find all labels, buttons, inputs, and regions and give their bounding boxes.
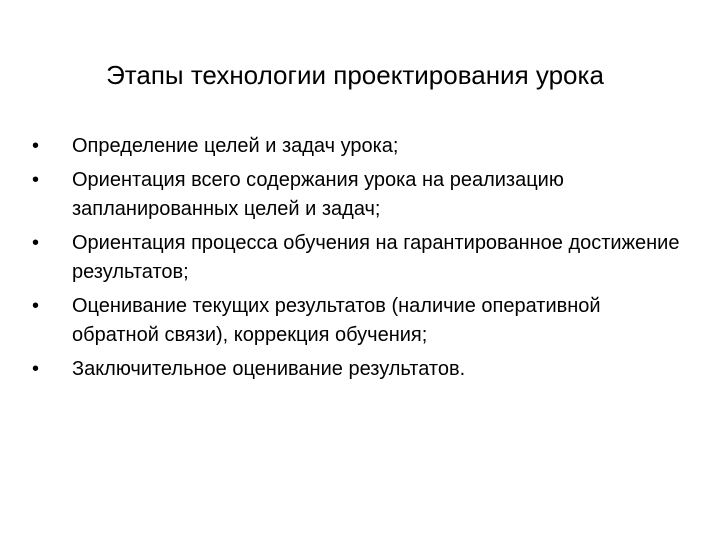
- bullet-marker: •: [32, 232, 40, 254]
- bullet-item-1: [32, 132, 692, 161]
- bullet-item-2: [32, 166, 692, 224]
- bullet-item-5: [32, 355, 692, 384]
- bullet-item-4: [32, 292, 692, 350]
- slide-title: Этапы технологии проектирования урока: [106, 60, 604, 90]
- bullet-text: Ориентация процесса обучения на гарантированное достижение результатов;: [72, 232, 680, 283]
- bullet-list: [32, 132, 692, 389]
- bullet-text: Оценивание текущих результатов (наличие оперативной обратной связи), коррекция обучения;: [72, 295, 601, 346]
- bullet-item-3: [32, 229, 692, 287]
- bullet-marker: •: [32, 135, 40, 157]
- bullet-text: Определение целей и задач урока;: [72, 135, 399, 157]
- bullet-marker: •: [32, 295, 40, 317]
- bullet-text: Ориентация всего содержания урока на реализацию запланированных целей и задач;: [72, 169, 564, 220]
- bullet-marker: •: [32, 358, 40, 380]
- bullet-marker: •: [32, 169, 40, 191]
- bullet-text: Заключительное оценивание результатов.: [72, 358, 466, 380]
